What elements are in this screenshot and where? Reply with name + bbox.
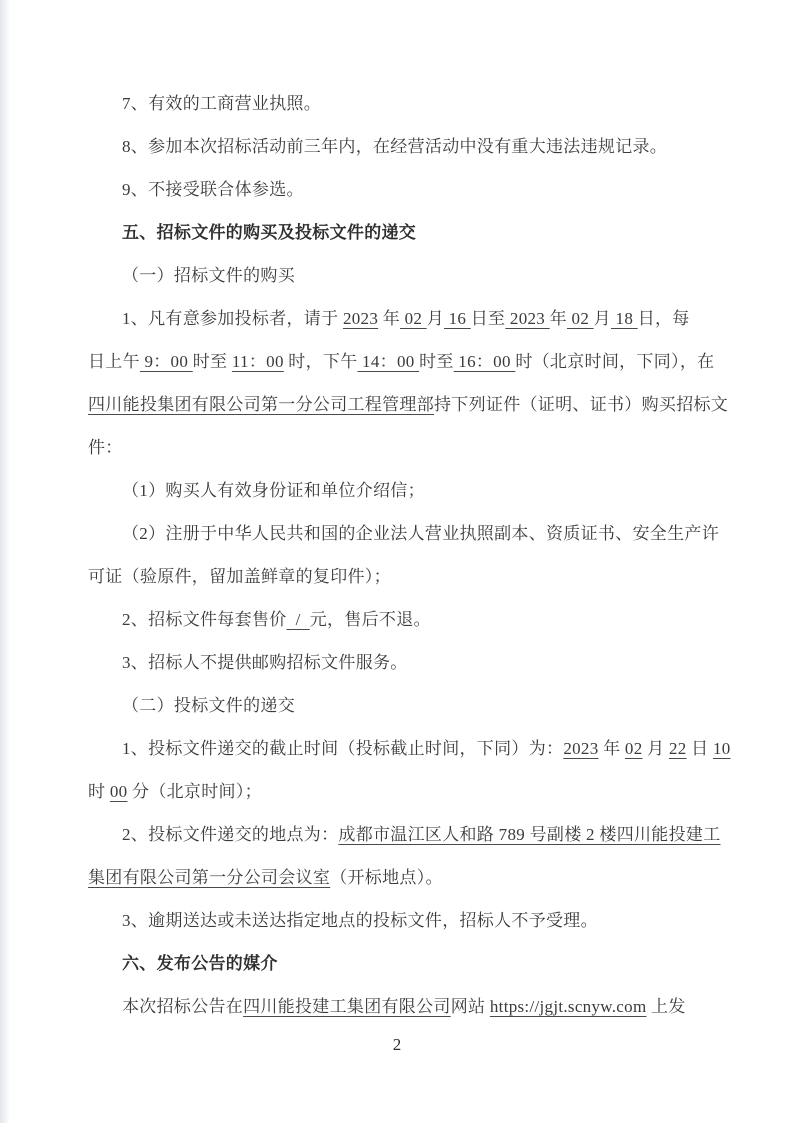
text-line xyxy=(88,340,728,383)
underlined-text: 16 xyxy=(444,309,471,328)
text-segment: 上发 xyxy=(646,997,686,1016)
text-line xyxy=(88,899,728,942)
text-line xyxy=(88,555,728,598)
text-segment: 7、有效的工商营业执照。 xyxy=(122,94,322,113)
text-line xyxy=(88,297,728,340)
document-body xyxy=(88,82,731,1028)
underlined-text: 集团有限公司第一分公司会议室 xyxy=(88,868,331,887)
text-segment: （开标地点）。 xyxy=(330,868,443,887)
underlined-text: 9：00 xyxy=(139,352,193,371)
text-segment: 时，下午 xyxy=(283,352,358,371)
underlined-text: 11：00 xyxy=(231,352,284,371)
text-segment: 时（北京时间，下同），在 xyxy=(515,352,715,371)
text-line xyxy=(88,598,728,641)
text-segment: 六、发布公告的媒介 xyxy=(122,954,278,973)
underlined-text: 成都市温江区人和路 789 号副楼 2 楼四川能投建工 xyxy=(338,825,721,844)
text-segment: 3、逾期送达或未送达指定地点的投标文件，招标人不予受理。 xyxy=(122,911,598,930)
text-segment: 年 xyxy=(598,739,625,758)
page-number: 2 xyxy=(392,1035,402,1054)
text-segment: 年 xyxy=(549,309,567,328)
text-segment: 日上午 xyxy=(88,352,140,371)
underlined-text: 16：00 xyxy=(453,352,516,371)
text-segment: （2）注册于中华人民共和国的企业法人营业执照副本、资质证书、安全生产许 xyxy=(122,524,719,543)
text-segment: （一）招标文件的购买 xyxy=(122,266,295,285)
text-line xyxy=(88,82,728,125)
text-line xyxy=(88,383,728,426)
text-segment: 时至 xyxy=(192,352,232,371)
underlined-text: 四川能投集团有限公司第一分公司工程管理部 xyxy=(88,395,434,414)
scan-edge-artifact xyxy=(0,0,10,1123)
text-segment: 五、招标文件的购买及投标文件的递交 xyxy=(122,223,417,242)
text-line xyxy=(88,426,728,469)
underlined-text: 02 xyxy=(400,309,427,328)
underlined-text: 2023 xyxy=(505,309,550,328)
underlined-text: 四川能投建工集团有限公司 xyxy=(243,997,451,1016)
underlined-text: 2023 xyxy=(563,739,599,758)
underlined-text: 10 xyxy=(712,739,731,758)
text-line xyxy=(88,168,728,211)
text-segment: 网站 xyxy=(450,997,490,1016)
text-segment: 8、参加本次招标活动前三年内，在经营活动中没有重大违法违规记录。 xyxy=(122,137,668,156)
text-segment: 月 xyxy=(642,739,669,758)
text-segment: 2、招标文件每套售价 xyxy=(122,610,287,629)
text-line xyxy=(88,641,728,684)
text-segment: 件： xyxy=(88,438,123,457)
text-segment: 9、不接受联合体参选。 xyxy=(122,180,304,199)
text-segment: 月 xyxy=(426,309,445,328)
text-line xyxy=(88,684,728,727)
text-segment: 时 xyxy=(88,782,110,801)
text-segment: 日至 xyxy=(470,309,506,328)
text-segment: 1、投标文件递交的截止时间（投标截止时间，下同）为： xyxy=(122,739,564,758)
text-segment: 月 xyxy=(593,309,611,328)
underlined-text: 00 xyxy=(109,782,128,801)
underlined-text: / xyxy=(286,610,310,629)
text-line xyxy=(88,512,728,555)
text-segment: 2、投标文件递交的地点为： xyxy=(122,825,339,844)
text-segment: 元，售后不退。 xyxy=(309,610,431,629)
text-segment: 持下列证件（证明、证书）购买招标文 xyxy=(434,395,729,414)
text-segment: 年 xyxy=(378,309,401,328)
text-line xyxy=(88,727,731,770)
text-segment: 3、招标人不提供邮购招标文件服务。 xyxy=(122,653,408,672)
underlined-text: 2023 xyxy=(342,309,379,328)
text-line xyxy=(88,254,728,297)
text-segment: 日 xyxy=(686,739,713,758)
underlined-text: 02 xyxy=(566,309,594,328)
text-segment: 本次招标公告在 xyxy=(122,997,244,1016)
text-line xyxy=(88,856,728,899)
underlined-text: https://jgjt.scnyw.com xyxy=(489,997,647,1016)
text-line xyxy=(88,125,728,168)
underlined-text: 02 xyxy=(624,739,643,758)
text-line xyxy=(88,985,728,1028)
underlined-text: 22 xyxy=(668,739,687,758)
text-segment: 分（北京时间）； xyxy=(127,782,262,801)
text-segment: 时至 xyxy=(419,352,454,371)
section-heading xyxy=(88,942,728,985)
section-heading xyxy=(88,211,728,254)
text-segment: （二）投标文件的递交 xyxy=(122,696,295,715)
text-line xyxy=(88,469,728,512)
text-segment: 可证（验原件，留加盖鲜章的复印件）； xyxy=(88,567,391,586)
text-segment: （1）购买人有效身份证和单位介绍信； xyxy=(122,481,425,500)
underlined-text: 18 xyxy=(610,309,638,328)
underlined-text: 14：00 xyxy=(357,352,420,371)
text-segment: 1、凡有意参加投标者，请于 xyxy=(122,309,343,328)
text-line xyxy=(88,770,728,813)
text-line xyxy=(88,813,728,856)
text-segment: 日，每 xyxy=(637,309,690,328)
